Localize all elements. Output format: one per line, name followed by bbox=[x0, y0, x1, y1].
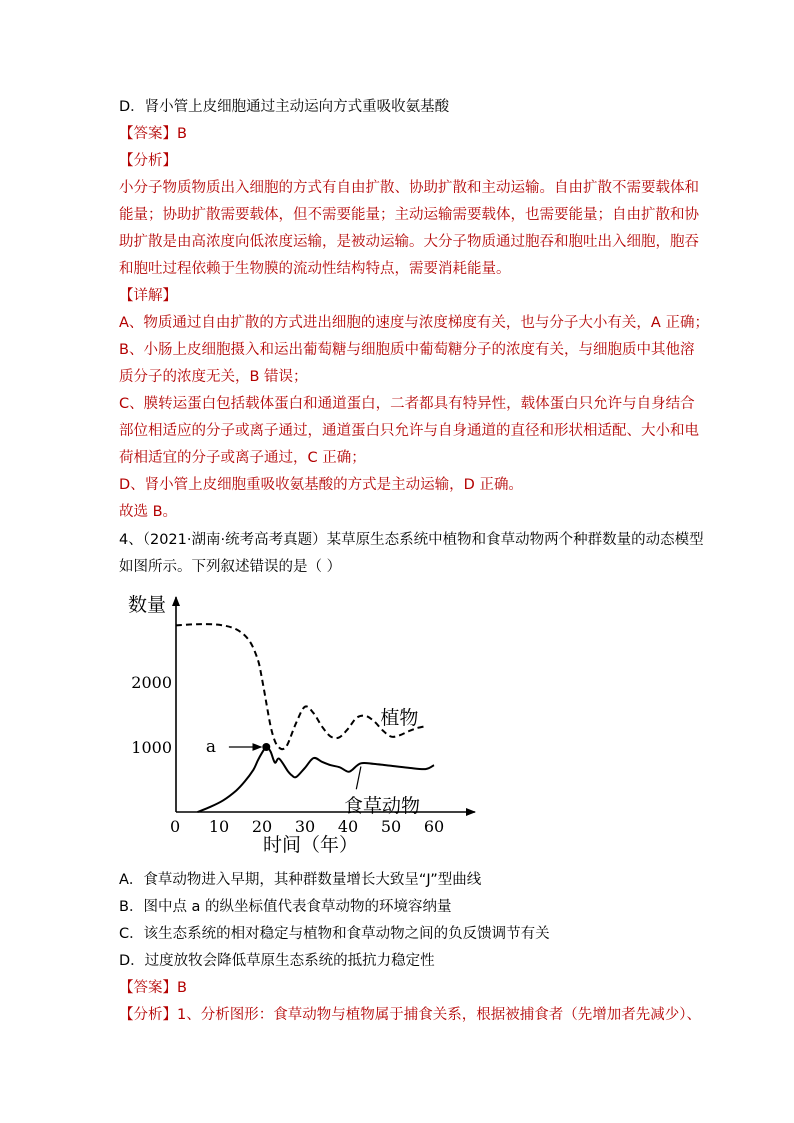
q3-detail-heading: 【详解】 bbox=[119, 288, 177, 304]
x-tick-label: 30 bbox=[294, 817, 316, 836]
q4-option-a: A．食草动物进入早期，其种群数量增长大致呈“J”型曲线 bbox=[119, 872, 482, 888]
y-tick-label: 1000 bbox=[131, 738, 172, 757]
x-tick-label: 10 bbox=[208, 817, 230, 836]
x-axis-label: 时间（年） bbox=[263, 834, 359, 856]
q4-option-c: C．该生态系统的相对稳定与植物和食草动物之间的负反馈调节有关 bbox=[119, 926, 550, 942]
q4-stem-line-2: 如图所示。下列叙述错误的是（ ） bbox=[119, 559, 342, 575]
x-tick-label: 60 bbox=[423, 817, 445, 836]
q3-detail-line-4: C、膜转运蛋白包括载体蛋白和通道蛋白，二者都具有特异性，载体蛋白只允许与自身结合 bbox=[119, 396, 695, 412]
q3-detail-line-3: 质分子的浓度无关，B 错误； bbox=[119, 369, 308, 385]
point-a-marker bbox=[262, 743, 270, 751]
q3-analysis-line-2: 能量；协助扩散需要载体，但不需要能量；主动运输需要载体，也需要能量；自由扩散和协 bbox=[119, 207, 699, 223]
q3-answer: 【答案】B bbox=[119, 126, 187, 142]
q3-detail-line-6: 荷相适宜的分子或离子通过，C 正确； bbox=[119, 450, 366, 466]
q3-analysis-line-4: 和胞吐过程依赖于生物膜的流动性结构特点，需要消耗能量。 bbox=[119, 261, 511, 277]
q4-stem-line-1: 4、（2021·湖南·统考高考真题）某草原生态系统中植物和食草动物两个种群数量的动态模型 bbox=[119, 532, 704, 548]
herbivore-series-label: 食草动物 bbox=[344, 795, 421, 818]
population-chart bbox=[120, 585, 480, 860]
q3-detail-line-5: 部位相适应的分子或离子通过，通道蛋白只允许与自身通道的直径和形状相适配、大小和电 bbox=[119, 423, 699, 439]
q4-option-d: D．过度放牧会降低草原生态系统的抵抗力稳定性 bbox=[119, 953, 435, 969]
q3-analysis-line-1: 小分子物质物质出入细胞的方式有自由扩散、协助扩散和主动运输。自由扩散不需要载体和 bbox=[119, 180, 699, 196]
q3-detail-line-7: D、肾小管上皮细胞重吸收氨基酸的方式是主动运输，D 正确。 bbox=[119, 477, 523, 493]
x-tick-label: 40 bbox=[337, 817, 359, 836]
q3-detail-line-1: A、物质通过自由扩散的方式进出细胞的速度与浓度梯度有关，也与分子大小有关，A 正确； bbox=[119, 315, 709, 331]
q4-option-b: B．图中点 a 的纵坐标值代表食草动物的环境容纳量 bbox=[119, 899, 452, 915]
q3-analysis-heading: 【分析】 bbox=[119, 153, 177, 169]
q3-conclusion: 故选 B。 bbox=[119, 504, 178, 520]
q3-detail-line-2: B、小肠上皮细胞摄入和运出葡萄糖与细胞质中葡萄糖分子的浓度有关，与细胞质中其他溶 bbox=[119, 342, 695, 358]
x-tick-label: 50 bbox=[380, 817, 402, 836]
q3-analysis-line-3: 助扩散是由高浓度向低浓度运输，是被动运输。大分子物质通过胞吞和胞吐出入细胞，胞吞 bbox=[119, 234, 699, 250]
x-tick-label: 20 bbox=[251, 817, 273, 836]
q3-option-d: D．肾小管上皮细胞通过主动运向方式重吸收氨基酸 bbox=[119, 99, 450, 115]
y-tick-label: 2000 bbox=[131, 673, 172, 692]
plant-series-line bbox=[176, 624, 425, 749]
q4-analysis-line: 【分析】1、分析图形：食草动物与植物属于捕食关系，根据被捕食者（先增加者先减少）、 bbox=[119, 1007, 701, 1023]
q4-answer: 【答案】B bbox=[119, 980, 187, 996]
point-a-label: a bbox=[205, 737, 217, 757]
origin-label: 0 bbox=[170, 817, 181, 836]
plant-series-label: 植物 bbox=[380, 706, 419, 729]
herbivore-label-leader bbox=[356, 767, 361, 790]
y-axis-label: 数量 bbox=[128, 594, 167, 616]
